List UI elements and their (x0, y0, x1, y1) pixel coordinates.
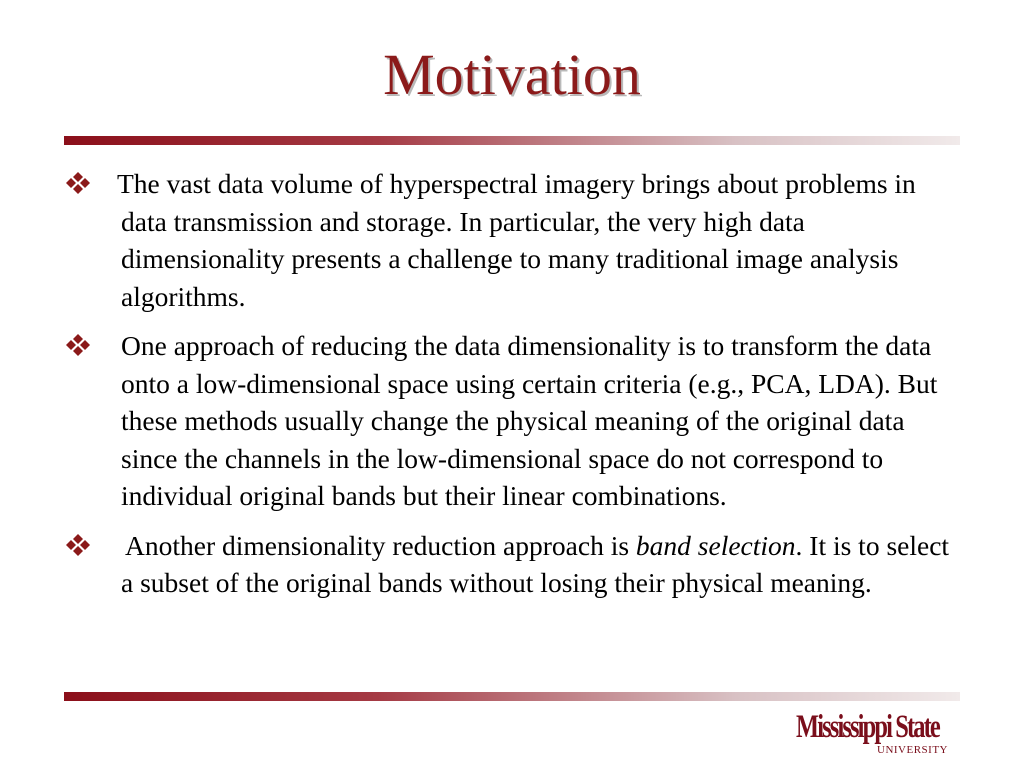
bottom-divider (64, 692, 960, 701)
bullet-item (0, 165, 1024, 315)
bullet-text: The vast data volume of hyperspectral imagery brings about problems in data transmission and storage. In particular, the very high data dimensionality presents a challenge to many traditional image analysis algorithms. (117, 168, 916, 312)
bullet-text-after: . It is to select a subset of the original bands without losing their physical meaning. (121, 529, 950, 598)
logo-wordmark: Mississippi State (796, 709, 939, 745)
bullet-text: One approach of reducing the data dimensionality is to transform the data onto a low-dimensional space using certain criteria (e.g., PCA, LDA). But these methods usually change the physical meaning of the original data since the channels in the low-dimensional space do not correspond to individual original bands but their linear combinations. (121, 330, 938, 511)
band-selection-emphasis: band selection (635, 529, 796, 561)
four-diamond-bullet-icon (64, 333, 92, 357)
bullet-text (0, 527, 1024, 602)
bullet-item (0, 527, 1024, 602)
top-divider (64, 136, 960, 145)
bullet-list (0, 165, 1024, 614)
four-diamond-bullet-icon (64, 171, 92, 195)
logo-subtext: UNIVERSITY (877, 744, 948, 756)
university-logo (796, 708, 952, 762)
four-diamond-bullet-icon (64, 533, 92, 557)
bullet-item (0, 327, 1024, 515)
bullet-text-before: Another dimensionality reduction approach is (125, 529, 636, 561)
slide-title: Motivation (383, 42, 641, 107)
